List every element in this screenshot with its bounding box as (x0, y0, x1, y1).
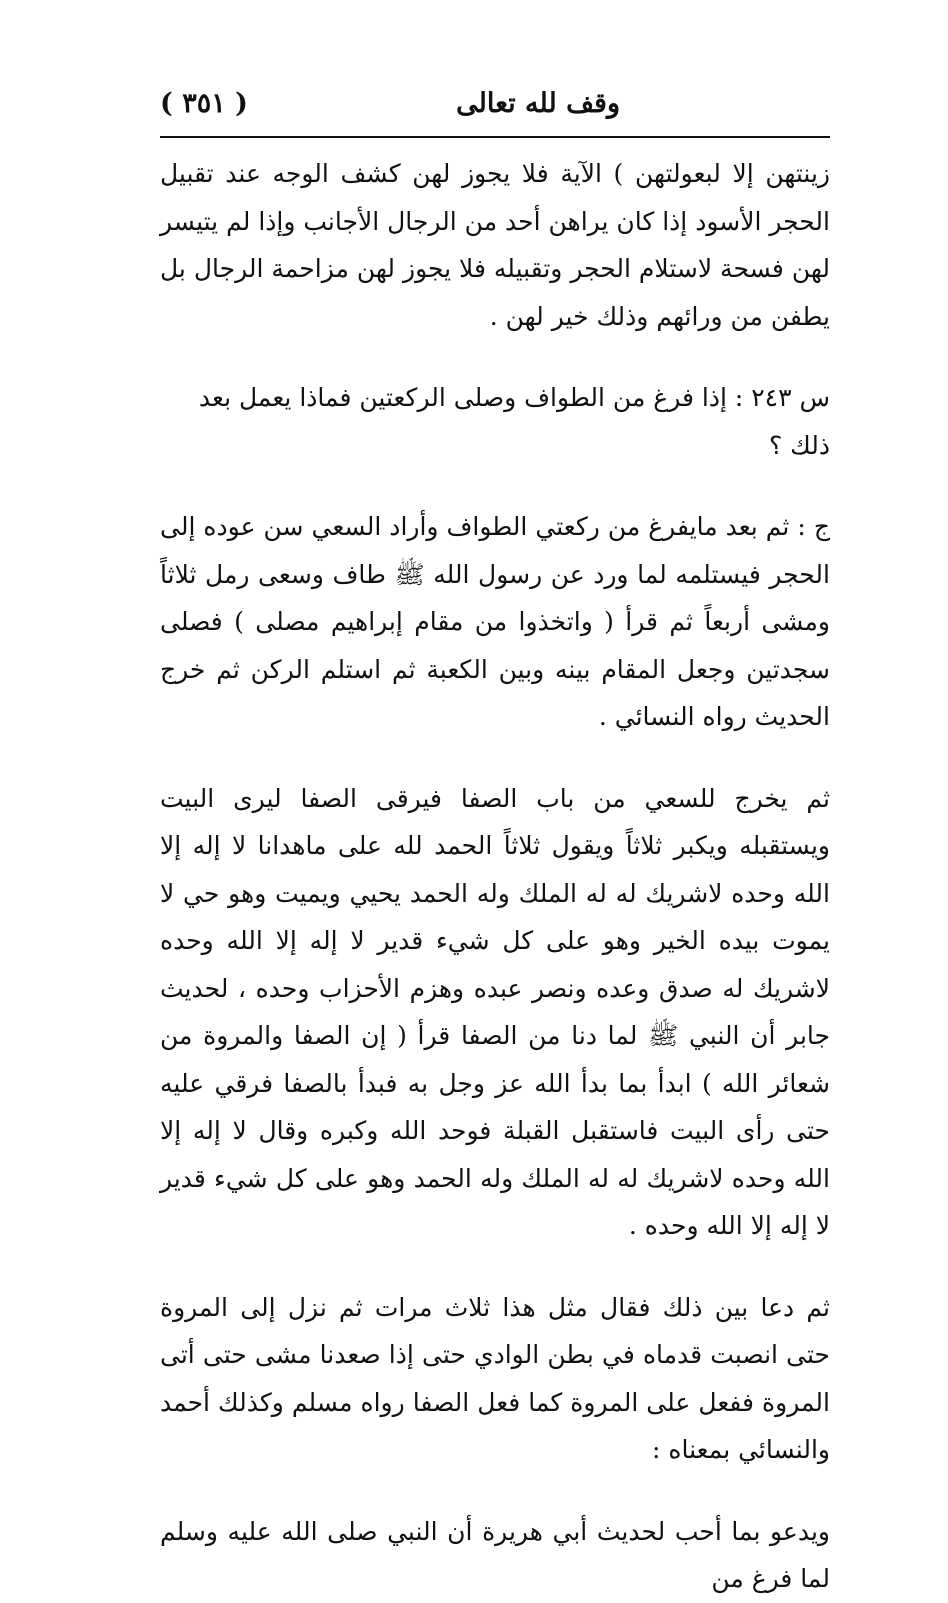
body-text (160, 150, 830, 1603)
paragraph-dua: ويدعو بما أحب لحديث أبي هريرة أن النبي صلى الله عليه وسلم لما فرغ من (160, 1516, 830, 1593)
running-title: وقف لله تعالى (456, 88, 620, 119)
header-rule (160, 136, 830, 138)
page-header (160, 82, 830, 132)
answer-paragraph: ج : ثم بعد مايفرغ من ركعتي الطواف وأراد السعي سن عوده إلى الحجر فيستلمه لما ورد عن رسول الله ﷺ طاف وسعى رمل ثلاثاً ومشى أربعاً ثم قرأ ( واتخذوا من مقام إبراهيم مصلى ) فصلى سجدتين وجعل المقام بينه وبين الكعبة ثم استلم الركن ثم خرج الحديث رواه النسائي . (160, 512, 830, 731)
page-number: ( ٣٥١ ) (160, 88, 248, 119)
paragraph-1: زينتهن إلا لبعولتهن ) الآية فلا يجوز لهن كشف الوجه عند تقبيل الحجر الأسود إذا كان يراهن أحد من الرجال الأجانب وإذا لم يتيسر لهن فسحة لاستلام الحجر وتقبيله فلا يجوز لهن مزاحمة الرجال بل يطفن من ورائهم وذلك خير لهن . (160, 159, 830, 331)
paragraph-marwa: ثم دعا بين ذلك فقال مثل هذا ثلاث مرات ثم نزل إلى المروة حتى انصبت قدماه في بطن الوادي حتى إذا صعدنا مشى حتى أتى المروة ففعل على المروة كما فعل الصفا رواه مسلم وكذلك أحمد والنسائي بمعناه : (160, 1292, 830, 1464)
paragraph-sai-safa: ثم يخرج للسعي من باب الصفا فيرقى الصفا ليرى البيت ويستقبله ويكبر ثلاثاً ويقول ثلاثاً الحمد لله على ماهدانا لا إله إلا الله وحده لاشريك له له الملك وله الحمد يحيي ويميت وهو حي لا يموت بيده الخير وهو على كل شيء قدير لا إله إلا الله وحده لاشريك له صدق وعده ونصر عبده وهزم الأحزاب وحده ، لحديث جابر أن النبي ﷺ لما دنا من الصفا قرأ ( إن الصفا والمروة من شعائر الله ) ابدأ بما بدأ الله عز وجل به فبدأ بالصفا فرقي عليه حتى رأى البيت فاستقبل القبلة فوحد الله وكبره وقال لا إله إلا الله وحده لاشريك له له الملك وله الحمد وهو على كل شيء قدير لا إله إلا الله وحده . (160, 783, 830, 1240)
question-243: س ٢٤٣ : إذا فرغ من الطواف وصلى الركعتين فماذا يعمل بعد ذلك ؟ (198, 383, 830, 460)
